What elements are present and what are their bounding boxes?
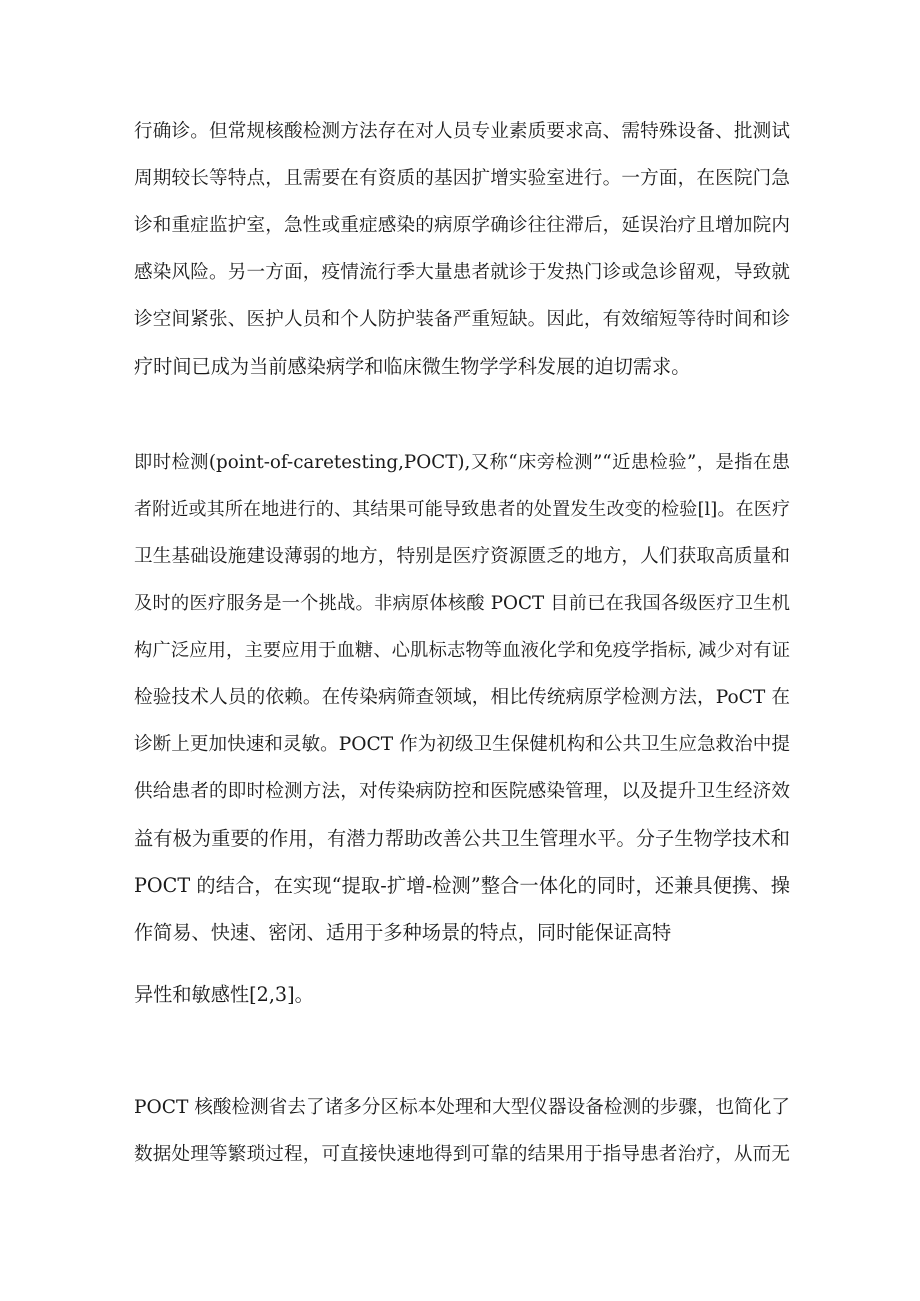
text-line: 疗时间已成为当前感染病学和临床微生物学学科发展的迫切需求。	[134, 355, 691, 378]
text-line: 卫生基础设施建设薄弱的地方，特别是医疗资源匮乏的地方，人们获取高质量和	[134, 546, 790, 567]
text-line: 数据处理等繁琐过程，可直接快速地得到可靠的结果用于指导患者治疗，从而无	[134, 1144, 790, 1165]
text-line: 构广泛应用，主要应用于血糖、心肌标志物等血液化学和免疫学指标, 减少对有证	[134, 640, 790, 661]
text-line: 及时的医疗服务是一个挑战。非病原体核酸 POCT 目前已在我国各级医疗卫生机	[134, 593, 790, 614]
text-line: 检验技术人员的依赖。在传染病筛查领域，相比传统病原学检测方法，PoCT 在	[134, 687, 790, 708]
text-line: 供给患者的即时检测方法，对传染病防控和医院感染管理，以及提升卫生经济效	[134, 781, 790, 802]
text-line: 诊和重症监护室，急性或重症感染的病原学确诊往往滞后，延误治疗且增加院内	[134, 215, 790, 236]
text-line: 诊断上更加快速和灵敏。POCT 作为初级卫生保健机构和公共卫生应急救治中提	[134, 734, 790, 755]
text-line: POCT 的结合，在实现“提取-扩增-检测”整合一体化的同时，还兼具便携、操	[134, 874, 790, 897]
text-line: 行确诊。但常规核酸检测方法存在对人员专业素质要求高、需特殊设备、批测试	[134, 121, 790, 142]
text-line: 周期较长等特点，且需要在有资质的基因扩增实验室进行。一方面，在医院门急	[134, 168, 790, 189]
text-line: 即时检测(point-of-caretesting,POCT),又称“床旁检测”“近患检验”，是指在患	[134, 452, 790, 473]
text-line: 异性和敏感性[2,3]。	[134, 983, 314, 1006]
text-line: 作简易、快速、密闭、适用于多种场景的特点，同时能保证高特	[134, 921, 672, 944]
text-line: POCT 核酸检测省去了诸多分区标本处理和大型仪器设备检测的步骤，也简化了	[134, 1097, 790, 1118]
text-line: 感染风险。另一方面，疫情流行季大量患者就诊于发热门诊或急诊留观，导致就	[134, 262, 790, 283]
text-line: 诊空间紧张、医护人员和个人防护装备严重短缺。因此，有效缩短等待时间和诊	[134, 309, 790, 330]
text-line: 益有极为重要的作用，有潜力帮助改善公共卫生管理水平。分子生物学技术和	[134, 827, 790, 850]
text-line: 者附近或其所在地进行的、其结果可能导致患者的处置发生改变的检验[l]。在医疗	[134, 499, 790, 520]
